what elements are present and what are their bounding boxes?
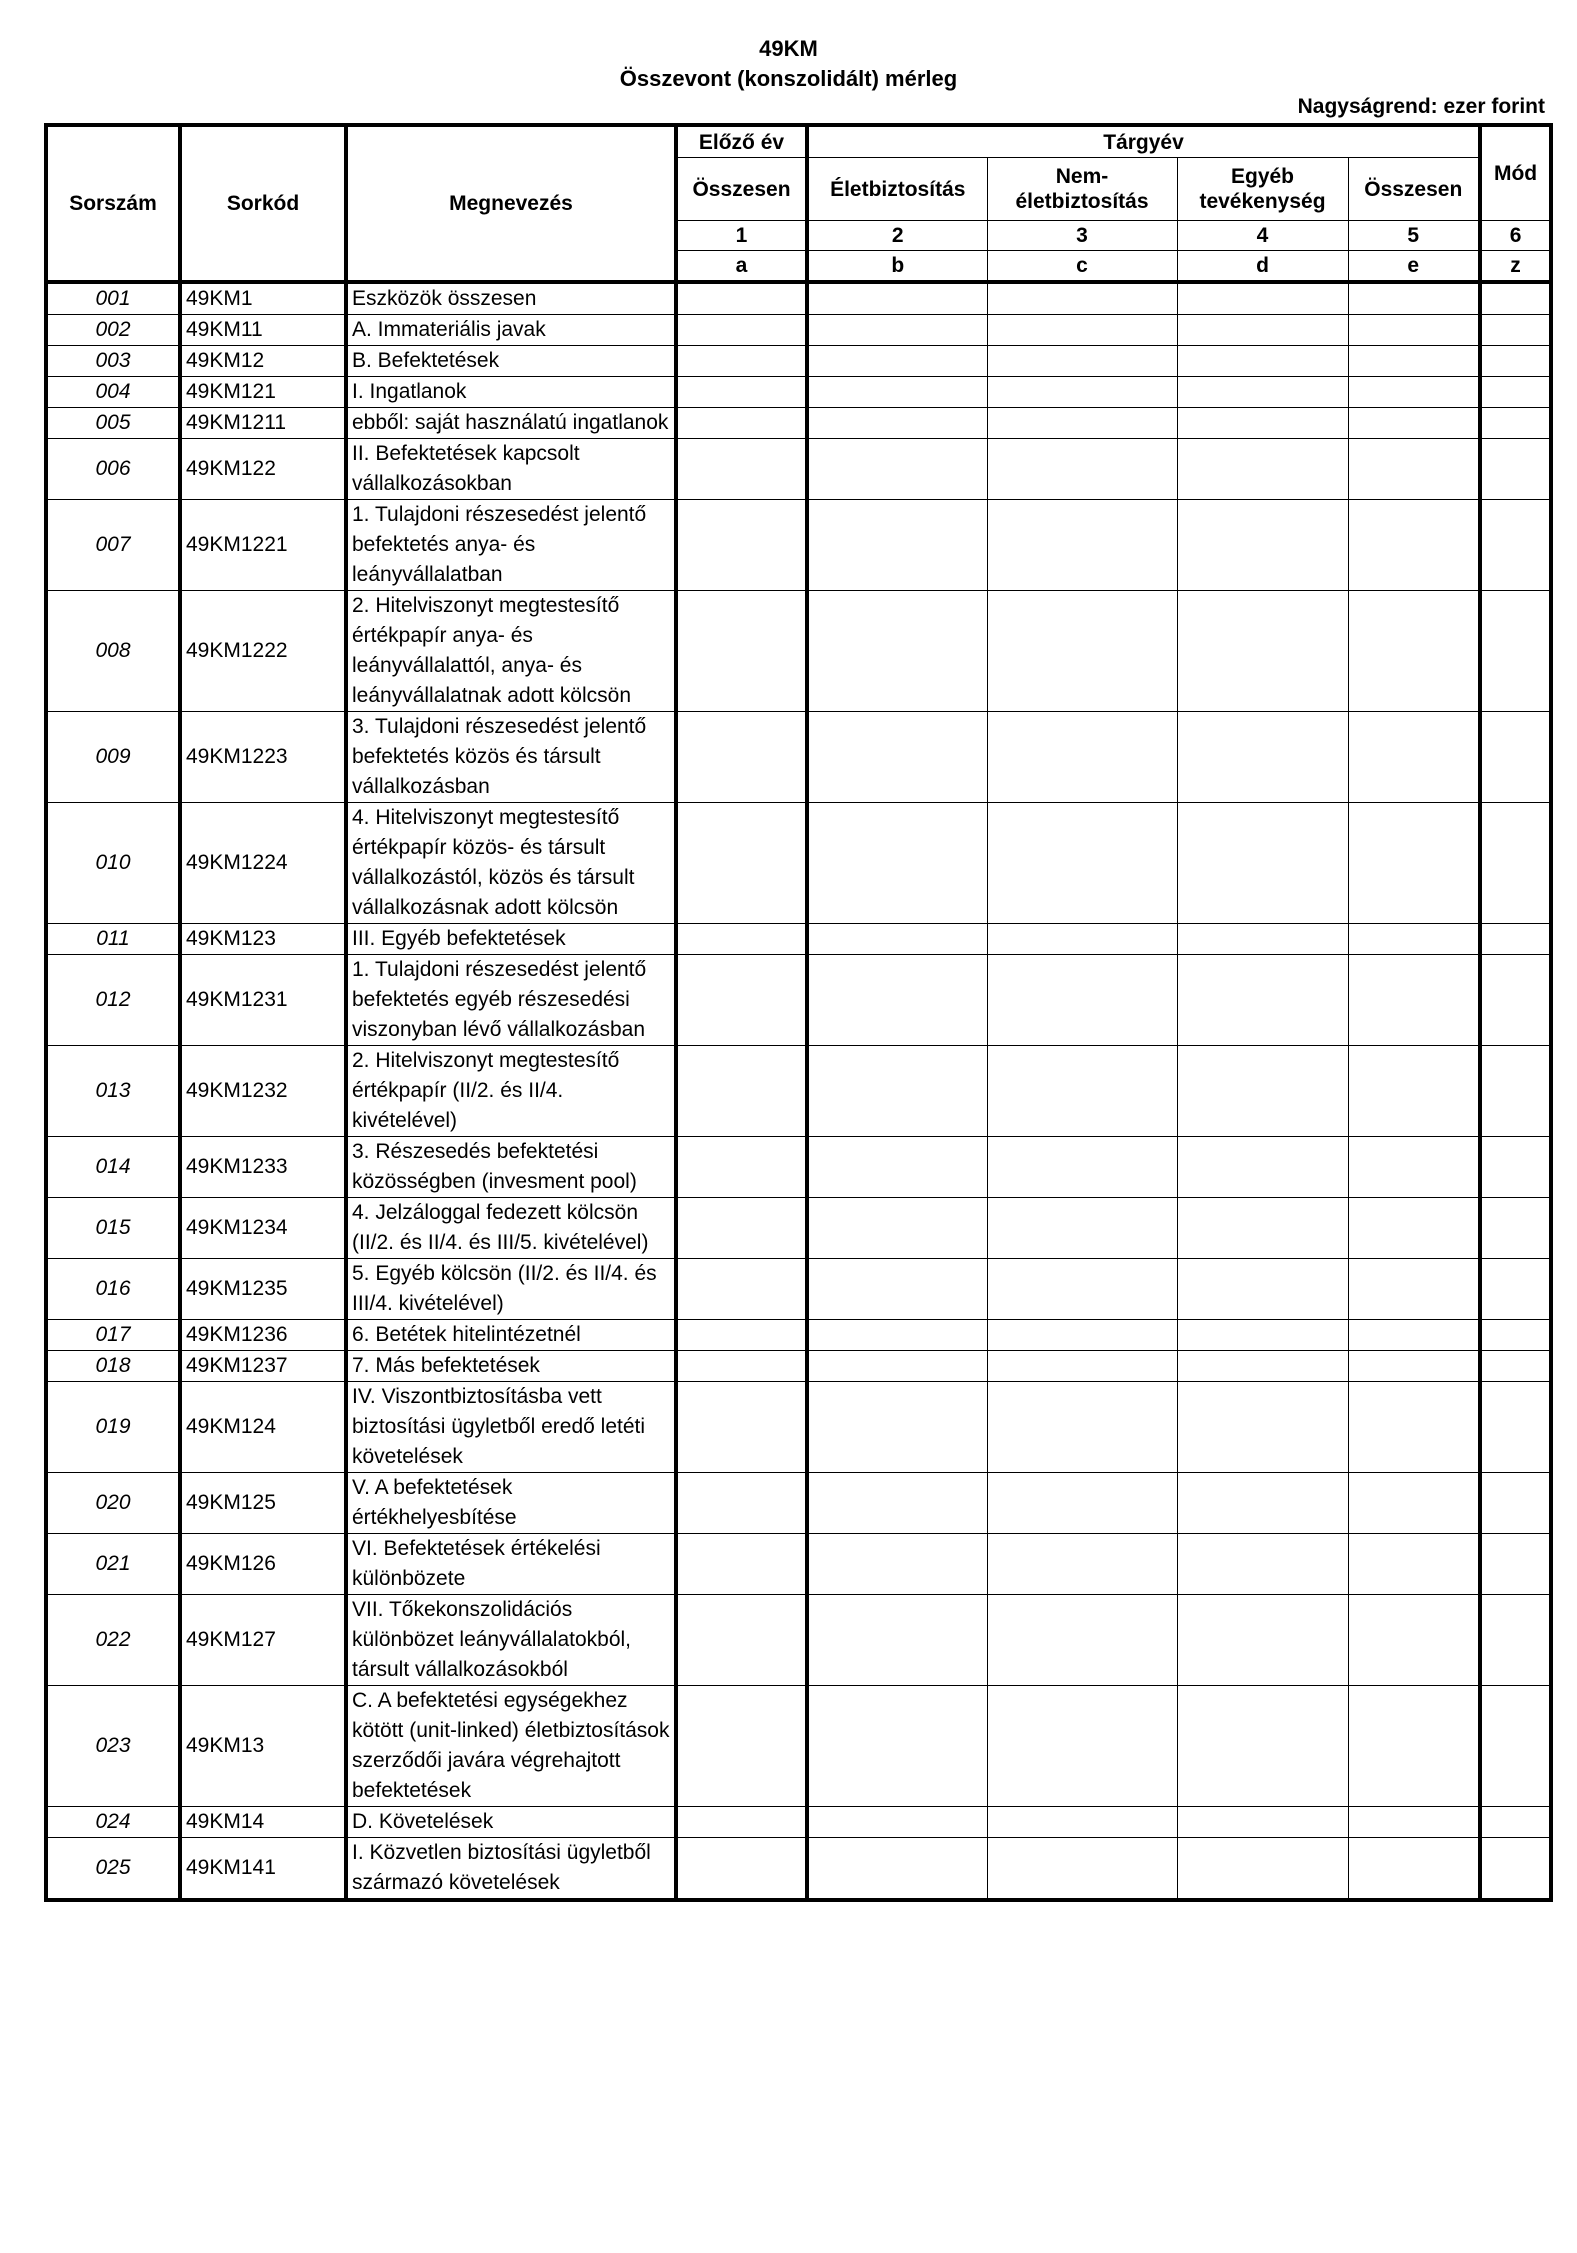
- value-cell-egyeb-tevekenyseg[interactable]: [1177, 1382, 1348, 1473]
- row-name: I. Közvetlen biztosítási ügyletből származó követelések: [346, 1838, 676, 1901]
- value-cell-nem-eletbiztositas[interactable]: [987, 439, 1177, 500]
- row-number: 001: [46, 282, 180, 315]
- value-cell-egyeb-tevekenyseg[interactable]: [1177, 1686, 1348, 1807]
- row-code: 49KM14: [180, 1807, 346, 1838]
- row-number: 009: [46, 712, 180, 803]
- row-number: 014: [46, 1137, 180, 1198]
- row-code: 49KM1231: [180, 955, 346, 1046]
- row-code: 49KM122: [180, 439, 346, 500]
- row-name: 4. Jelzáloggal fedezett kölcsön (II/2. és II/4. és III/5. kivételével): [346, 1198, 676, 1259]
- row-name: B. Befektetések: [346, 346, 676, 377]
- title-block: [0, 34, 1577, 94]
- value-cell-mod[interactable]: [1480, 955, 1551, 1046]
- value-cell-osszesen[interactable]: [1348, 1351, 1480, 1382]
- table-header: [46, 125, 1551, 282]
- row-number: 007: [46, 500, 180, 591]
- value-cell-nem-eletbiztositas[interactable]: [987, 1595, 1177, 1686]
- row-number: 023: [46, 1686, 180, 1807]
- value-cell-prev-osszesen[interactable]: [676, 955, 807, 1046]
- col-header-mod: Mód: [1480, 125, 1551, 221]
- value-cell-prev-osszesen[interactable]: [676, 1473, 807, 1534]
- value-cell-prev-osszesen[interactable]: [676, 1259, 807, 1320]
- value-cell-osszesen[interactable]: [1348, 346, 1480, 377]
- row-number: 020: [46, 1473, 180, 1534]
- row-code: 49KM1224: [180, 803, 346, 924]
- value-cell-eletbiztositas[interactable]: [807, 924, 987, 955]
- value-cell-prev-osszesen[interactable]: [676, 315, 807, 346]
- col-header-osszesen-prev: Összesen: [676, 158, 807, 221]
- row-number: 006: [46, 439, 180, 500]
- row-name: II. Befektetések kapcsolt vállalkozásokban: [346, 439, 676, 500]
- value-cell-mod[interactable]: [1480, 1534, 1551, 1595]
- value-cell-mod[interactable]: [1480, 282, 1551, 315]
- value-cell-nem-eletbiztositas[interactable]: [987, 712, 1177, 803]
- row-number: 003: [46, 346, 180, 377]
- value-cell-egyeb-tevekenyseg[interactable]: [1177, 1320, 1348, 1351]
- row-name: 1. Tulajdoni részesedést jelentő befektetés anya- és leányvállalatban: [346, 500, 676, 591]
- value-cell-egyeb-tevekenyseg[interactable]: [1177, 1534, 1348, 1595]
- value-cell-osszesen[interactable]: [1348, 1382, 1480, 1473]
- value-cell-osszesen[interactable]: [1348, 1137, 1480, 1198]
- row-code: 49KM1232: [180, 1046, 346, 1137]
- value-cell-eletbiztositas[interactable]: [807, 439, 987, 500]
- value-cell-mod[interactable]: [1480, 377, 1551, 408]
- value-cell-prev-osszesen[interactable]: [676, 346, 807, 377]
- row-number: 022: [46, 1595, 180, 1686]
- row-name: 1. Tulajdoni részesedést jelentő befektetés egyéb részesedési viszonyban lévő vállalkozásban: [346, 955, 676, 1046]
- table-row: [46, 1351, 1551, 1382]
- value-cell-osszesen[interactable]: [1348, 377, 1480, 408]
- row-name: 3. Részesedés befektetési közösségben (invesment pool): [346, 1137, 676, 1198]
- value-cell-nem-eletbiztositas[interactable]: [987, 1807, 1177, 1838]
- value-cell-egyeb-tevekenyseg[interactable]: [1177, 1838, 1348, 1901]
- value-cell-egyeb-tevekenyseg[interactable]: [1177, 1198, 1348, 1259]
- value-cell-osszesen[interactable]: [1348, 408, 1480, 439]
- value-cell-egyeb-tevekenyseg[interactable]: [1177, 315, 1348, 346]
- row-name: 2. Hitelviszonyt megtestesítő értékpapír (II/2. és II/4. kivételével): [346, 1046, 676, 1137]
- row-name: 6. Betétek hitelintézetnél: [346, 1320, 676, 1351]
- value-cell-prev-osszesen[interactable]: [676, 1046, 807, 1137]
- unit-note: Nagyságrend: ezer forint: [1297, 95, 1545, 118]
- value-cell-eletbiztositas[interactable]: [807, 346, 987, 377]
- value-cell-nem-eletbiztositas[interactable]: [987, 282, 1177, 315]
- value-cell-osszesen[interactable]: [1348, 439, 1480, 500]
- table-row: [46, 282, 1551, 315]
- row-name: ebből: saját használatú ingatlanok: [346, 408, 676, 439]
- value-cell-eletbiztositas[interactable]: [807, 408, 987, 439]
- row-code: 49KM141: [180, 1838, 346, 1901]
- value-cell-mod[interactable]: [1480, 1473, 1551, 1534]
- value-cell-nem-eletbiztositas[interactable]: [987, 924, 1177, 955]
- row-name: A. Immateriális javak: [346, 315, 676, 346]
- col-header-egyeb-tevekenyseg: Egyéb tevékenység: [1177, 158, 1348, 221]
- value-cell-mod[interactable]: [1480, 346, 1551, 377]
- row-name: Eszközök összesen: [346, 282, 676, 315]
- row-code: 49KM1223: [180, 712, 346, 803]
- table-row: [46, 500, 1551, 591]
- row-name: 5. Egyéb kölcsön (II/2. és II/4. és III/4. kivételével): [346, 1259, 676, 1320]
- value-cell-eletbiztositas[interactable]: [807, 1807, 987, 1838]
- value-cell-mod[interactable]: [1480, 1595, 1551, 1686]
- row-code: 49KM123: [180, 924, 346, 955]
- row-number: 002: [46, 315, 180, 346]
- value-cell-eletbiztositas[interactable]: [807, 1137, 987, 1198]
- value-cell-osszesen[interactable]: [1348, 712, 1480, 803]
- value-cell-osszesen[interactable]: [1348, 1473, 1480, 1534]
- row-name: V. A befektetések értékhelyesbítése: [346, 1473, 676, 1534]
- col-header-osszesen: Összesen: [1348, 158, 1480, 221]
- value-cell-eletbiztositas[interactable]: [807, 955, 987, 1046]
- value-cell-osszesen[interactable]: [1348, 1320, 1480, 1351]
- value-cell-mod[interactable]: [1480, 591, 1551, 712]
- value-cell-eletbiztositas[interactable]: [807, 1046, 987, 1137]
- col-header-elozo-ev: Előző év: [676, 125, 807, 158]
- row-name: VI. Befektetések értékelési különbözete: [346, 1534, 676, 1595]
- value-cell-mod[interactable]: [1480, 1259, 1551, 1320]
- table-row: [46, 1473, 1551, 1534]
- row-number: 010: [46, 803, 180, 924]
- table-row: [46, 1198, 1551, 1259]
- table-row: [46, 924, 1551, 955]
- row-number: 018: [46, 1351, 180, 1382]
- table-row: [46, 1534, 1551, 1595]
- col-header-eletbiztositas: Életbiztosítás: [807, 158, 987, 221]
- value-cell-eletbiztositas[interactable]: [807, 712, 987, 803]
- value-cell-osszesen[interactable]: [1348, 1595, 1480, 1686]
- value-cell-osszesen[interactable]: [1348, 315, 1480, 346]
- value-cell-mod[interactable]: [1480, 500, 1551, 591]
- value-cell-eletbiztositas[interactable]: [807, 1473, 987, 1534]
- value-cell-eletbiztositas[interactable]: [807, 1382, 987, 1473]
- value-cell-egyeb-tevekenyseg[interactable]: [1177, 924, 1348, 955]
- value-cell-prev-osszesen[interactable]: [676, 1838, 807, 1901]
- value-cell-egyeb-tevekenyseg[interactable]: [1177, 955, 1348, 1046]
- value-cell-egyeb-tevekenyseg[interactable]: [1177, 1046, 1348, 1137]
- value-cell-nem-eletbiztositas[interactable]: [987, 1137, 1177, 1198]
- row-name: I. Ingatlanok: [346, 377, 676, 408]
- value-cell-mod[interactable]: [1480, 1137, 1551, 1198]
- value-cell-nem-eletbiztositas[interactable]: [987, 1534, 1177, 1595]
- row-number: 004: [46, 377, 180, 408]
- table-row: [46, 1382, 1551, 1473]
- value-cell-mod[interactable]: [1480, 924, 1551, 955]
- row-code: 49KM1237: [180, 1351, 346, 1382]
- row-name: 4. Hitelviszonyt megtestesítő értékpapír közös- és társult vállalkozástól, közös és társult vállalkozásnak adott kölcsön: [346, 803, 676, 924]
- value-cell-prev-osszesen[interactable]: [676, 803, 807, 924]
- col-letter: c: [987, 251, 1177, 283]
- value-cell-nem-eletbiztositas[interactable]: [987, 1351, 1177, 1382]
- row-code: 49KM124: [180, 1382, 346, 1473]
- table-row: [46, 1046, 1551, 1137]
- value-cell-prev-osszesen[interactable]: [676, 408, 807, 439]
- row-name: 7. Más befektetések: [346, 1351, 676, 1382]
- value-cell-nem-eletbiztositas[interactable]: [987, 1686, 1177, 1807]
- row-code: 49KM121: [180, 377, 346, 408]
- col-letter: d: [1177, 251, 1348, 283]
- row-number: 019: [46, 1382, 180, 1473]
- value-cell-egyeb-tevekenyseg[interactable]: [1177, 803, 1348, 924]
- row-code: 49KM11: [180, 315, 346, 346]
- value-cell-prev-osszesen[interactable]: [676, 1595, 807, 1686]
- value-cell-osszesen[interactable]: [1348, 1686, 1480, 1807]
- value-cell-prev-osszesen[interactable]: [676, 924, 807, 955]
- value-cell-osszesen[interactable]: [1348, 1534, 1480, 1595]
- value-cell-eletbiztositas[interactable]: [807, 315, 987, 346]
- value-cell-nem-eletbiztositas[interactable]: [987, 803, 1177, 924]
- value-cell-egyeb-tevekenyseg[interactable]: [1177, 377, 1348, 408]
- value-cell-nem-eletbiztositas[interactable]: [987, 315, 1177, 346]
- row-number: 008: [46, 591, 180, 712]
- value-cell-nem-eletbiztositas[interactable]: [987, 1198, 1177, 1259]
- value-cell-osszesen[interactable]: [1348, 1838, 1480, 1901]
- col-number: 1: [676, 221, 807, 251]
- value-cell-egyeb-tevekenyseg[interactable]: [1177, 1807, 1348, 1838]
- row-code: 49KM1221: [180, 500, 346, 591]
- table-row: [46, 1259, 1551, 1320]
- value-cell-prev-osszesen[interactable]: [676, 1320, 807, 1351]
- col-number: 5: [1348, 221, 1480, 251]
- value-cell-nem-eletbiztositas[interactable]: [987, 591, 1177, 712]
- col-header-megnevezes: Megnevezés: [346, 125, 676, 282]
- table-row: [46, 439, 1551, 500]
- row-name: 2. Hitelviszonyt megtestesítő értékpapír anya- és leányvállalattól, anya- és leányvállalatnak adott kölcsön: [346, 591, 676, 712]
- row-number: 013: [46, 1046, 180, 1137]
- value-cell-egyeb-tevekenyseg[interactable]: [1177, 1137, 1348, 1198]
- row-number: 021: [46, 1534, 180, 1595]
- value-cell-eletbiztositas[interactable]: [807, 1534, 987, 1595]
- col-letter: b: [807, 251, 987, 283]
- row-number: 024: [46, 1807, 180, 1838]
- value-cell-eletbiztositas[interactable]: [807, 1595, 987, 1686]
- col-letter: z: [1480, 251, 1551, 283]
- row-name: 3. Tulajdoni részesedést jelentő befektetés közös és társult vállalkozásban: [346, 712, 676, 803]
- table-row: [46, 1595, 1551, 1686]
- row-name: VII. Tőkekonszolidációs különbözet leányvállalatokból, társult vállalkozásokból: [346, 1595, 676, 1686]
- row-number: 011: [46, 924, 180, 955]
- value-cell-mod[interactable]: [1480, 315, 1551, 346]
- row-number: 012: [46, 955, 180, 1046]
- value-cell-eletbiztositas[interactable]: [807, 591, 987, 712]
- value-cell-prev-osszesen[interactable]: [676, 1534, 807, 1595]
- value-cell-eletbiztositas[interactable]: [807, 500, 987, 591]
- row-code: 49KM13: [180, 1686, 346, 1807]
- value-cell-egyeb-tevekenyseg[interactable]: [1177, 346, 1348, 377]
- row-code: 49KM127: [180, 1595, 346, 1686]
- value-cell-nem-eletbiztositas[interactable]: [987, 408, 1177, 439]
- table-row: [46, 377, 1551, 408]
- row-name: III. Egyéb befektetések: [346, 924, 676, 955]
- row-code: 49KM12: [180, 346, 346, 377]
- col-number: 3: [987, 221, 1177, 251]
- row-number: 005: [46, 408, 180, 439]
- value-cell-prev-osszesen[interactable]: [676, 1137, 807, 1198]
- value-cell-osszesen[interactable]: [1348, 1259, 1480, 1320]
- col-header-targyev: Tárgyév: [807, 125, 1480, 158]
- value-cell-prev-osszesen[interactable]: [676, 1382, 807, 1473]
- value-cell-mod[interactable]: [1480, 1382, 1551, 1473]
- value-cell-egyeb-tevekenyseg[interactable]: [1177, 439, 1348, 500]
- value-cell-osszesen[interactable]: [1348, 803, 1480, 924]
- value-cell-osszesen[interactable]: [1348, 924, 1480, 955]
- col-header-sorkod: Sorkód: [180, 125, 346, 282]
- row-name: IV. Viszontbiztosításba vett biztosítási ügyletből eredő letéti követelések: [346, 1382, 676, 1473]
- value-cell-mod[interactable]: [1480, 1198, 1551, 1259]
- value-cell-nem-eletbiztositas[interactable]: [987, 377, 1177, 408]
- col-header-nem-eletbiztositas: Nem- életbiztosítás: [987, 158, 1177, 221]
- value-cell-osszesen[interactable]: [1348, 500, 1480, 591]
- row-code: 49KM1222: [180, 591, 346, 712]
- form-title: Összevont (konszolidált) mérleg: [619, 66, 958, 91]
- value-cell-prev-osszesen[interactable]: [676, 377, 807, 408]
- table-row: [46, 1807, 1551, 1838]
- row-code: 49KM1234: [180, 1198, 346, 1259]
- table-row: [46, 408, 1551, 439]
- value-cell-mod[interactable]: [1480, 439, 1551, 500]
- value-cell-nem-eletbiztositas[interactable]: [987, 1046, 1177, 1137]
- col-letter: e: [1348, 251, 1480, 283]
- value-cell-mod[interactable]: [1480, 712, 1551, 803]
- form-code: 49KM: [759, 36, 818, 61]
- value-cell-prev-osszesen[interactable]: [676, 282, 807, 315]
- value-cell-egyeb-tevekenyseg[interactable]: [1177, 408, 1348, 439]
- row-number: 025: [46, 1838, 180, 1901]
- col-number: 2: [807, 221, 987, 251]
- value-cell-eletbiztositas[interactable]: [807, 803, 987, 924]
- value-cell-prev-osszesen[interactable]: [676, 500, 807, 591]
- value-cell-nem-eletbiztositas[interactable]: [987, 1838, 1177, 1901]
- value-cell-prev-osszesen[interactable]: [676, 1351, 807, 1382]
- value-cell-osszesen[interactable]: [1348, 955, 1480, 1046]
- table-row: [46, 1686, 1551, 1807]
- value-cell-mod[interactable]: [1480, 1351, 1551, 1382]
- row-name: C. A befektetési egységekhez kötött (unit-linked) életbiztosítások szerződői javára végrehajtott befektetések: [346, 1686, 676, 1807]
- value-cell-mod[interactable]: [1480, 1807, 1551, 1838]
- value-cell-egyeb-tevekenyseg[interactable]: [1177, 1473, 1348, 1534]
- value-cell-nem-eletbiztositas[interactable]: [987, 955, 1177, 1046]
- value-cell-mod[interactable]: [1480, 408, 1551, 439]
- table-row: [46, 712, 1551, 803]
- value-cell-osszesen[interactable]: [1348, 1198, 1480, 1259]
- row-code: 49KM1: [180, 282, 346, 315]
- value-cell-nem-eletbiztositas[interactable]: [987, 500, 1177, 591]
- value-cell-nem-eletbiztositas[interactable]: [987, 1382, 1177, 1473]
- row-code: 49KM125: [180, 1473, 346, 1534]
- row-name: D. Követelések: [346, 1807, 676, 1838]
- row-number: 016: [46, 1259, 180, 1320]
- value-cell-eletbiztositas[interactable]: [807, 282, 987, 315]
- col-number: 4: [1177, 221, 1348, 251]
- value-cell-nem-eletbiztositas[interactable]: [987, 1320, 1177, 1351]
- value-cell-nem-eletbiztositas[interactable]: [987, 1473, 1177, 1534]
- row-number: 015: [46, 1198, 180, 1259]
- table-row: [46, 1320, 1551, 1351]
- value-cell-prev-osszesen[interactable]: [676, 591, 807, 712]
- table-row: [46, 1838, 1551, 1901]
- col-letter: a: [676, 251, 807, 283]
- value-cell-prev-osszesen[interactable]: [676, 712, 807, 803]
- table-row: [46, 955, 1551, 1046]
- value-cell-egyeb-tevekenyseg[interactable]: [1177, 282, 1348, 315]
- value-cell-eletbiztositas[interactable]: [807, 1198, 987, 1259]
- value-cell-eletbiztositas[interactable]: [807, 1686, 987, 1807]
- row-code: 49KM1211: [180, 408, 346, 439]
- value-cell-osszesen[interactable]: [1348, 591, 1480, 712]
- value-cell-egyeb-tevekenyseg[interactable]: [1177, 712, 1348, 803]
- value-cell-mod[interactable]: [1480, 803, 1551, 924]
- value-cell-prev-osszesen[interactable]: [676, 1807, 807, 1838]
- value-cell-mod[interactable]: [1480, 1838, 1551, 1901]
- value-cell-eletbiztositas[interactable]: [807, 1259, 987, 1320]
- value-cell-nem-eletbiztositas[interactable]: [987, 1259, 1177, 1320]
- row-code: 49KM1235: [180, 1259, 346, 1320]
- col-header-sorszam: Sorszám: [46, 125, 180, 282]
- table-row: [46, 315, 1551, 346]
- value-cell-egyeb-tevekenyseg[interactable]: [1177, 500, 1348, 591]
- value-cell-osszesen[interactable]: [1348, 1807, 1480, 1838]
- value-cell-eletbiztositas[interactable]: [807, 377, 987, 408]
- value-cell-egyeb-tevekenyseg[interactable]: [1177, 591, 1348, 712]
- table-row: [46, 803, 1551, 924]
- value-cell-egyeb-tevekenyseg[interactable]: [1177, 1351, 1348, 1382]
- value-cell-egyeb-tevekenyseg[interactable]: [1177, 1259, 1348, 1320]
- table-body: [46, 282, 1551, 1900]
- value-cell-egyeb-tevekenyseg[interactable]: [1177, 1595, 1348, 1686]
- row-code: 49KM1236: [180, 1320, 346, 1351]
- value-cell-mod[interactable]: [1480, 1320, 1551, 1351]
- value-cell-osszesen[interactable]: [1348, 282, 1480, 315]
- value-cell-mod[interactable]: [1480, 1686, 1551, 1807]
- value-cell-prev-osszesen[interactable]: [676, 1686, 807, 1807]
- row-number: 017: [46, 1320, 180, 1351]
- value-cell-osszesen[interactable]: [1348, 1046, 1480, 1137]
- value-cell-nem-eletbiztositas[interactable]: [987, 346, 1177, 377]
- balance-sheet-table: [44, 123, 1553, 1902]
- value-cell-eletbiztositas[interactable]: [807, 1320, 987, 1351]
- value-cell-prev-osszesen[interactable]: [676, 439, 807, 500]
- row-code: 49KM1233: [180, 1137, 346, 1198]
- table-row: [46, 591, 1551, 712]
- table-row: [46, 1137, 1551, 1198]
- value-cell-prev-osszesen[interactable]: [676, 1198, 807, 1259]
- table-row: [46, 346, 1551, 377]
- value-cell-eletbiztositas[interactable]: [807, 1838, 987, 1901]
- value-cell-mod[interactable]: [1480, 1046, 1551, 1137]
- value-cell-eletbiztositas[interactable]: [807, 1351, 987, 1382]
- row-code: 49KM126: [180, 1534, 346, 1595]
- col-number: 6: [1480, 221, 1551, 251]
